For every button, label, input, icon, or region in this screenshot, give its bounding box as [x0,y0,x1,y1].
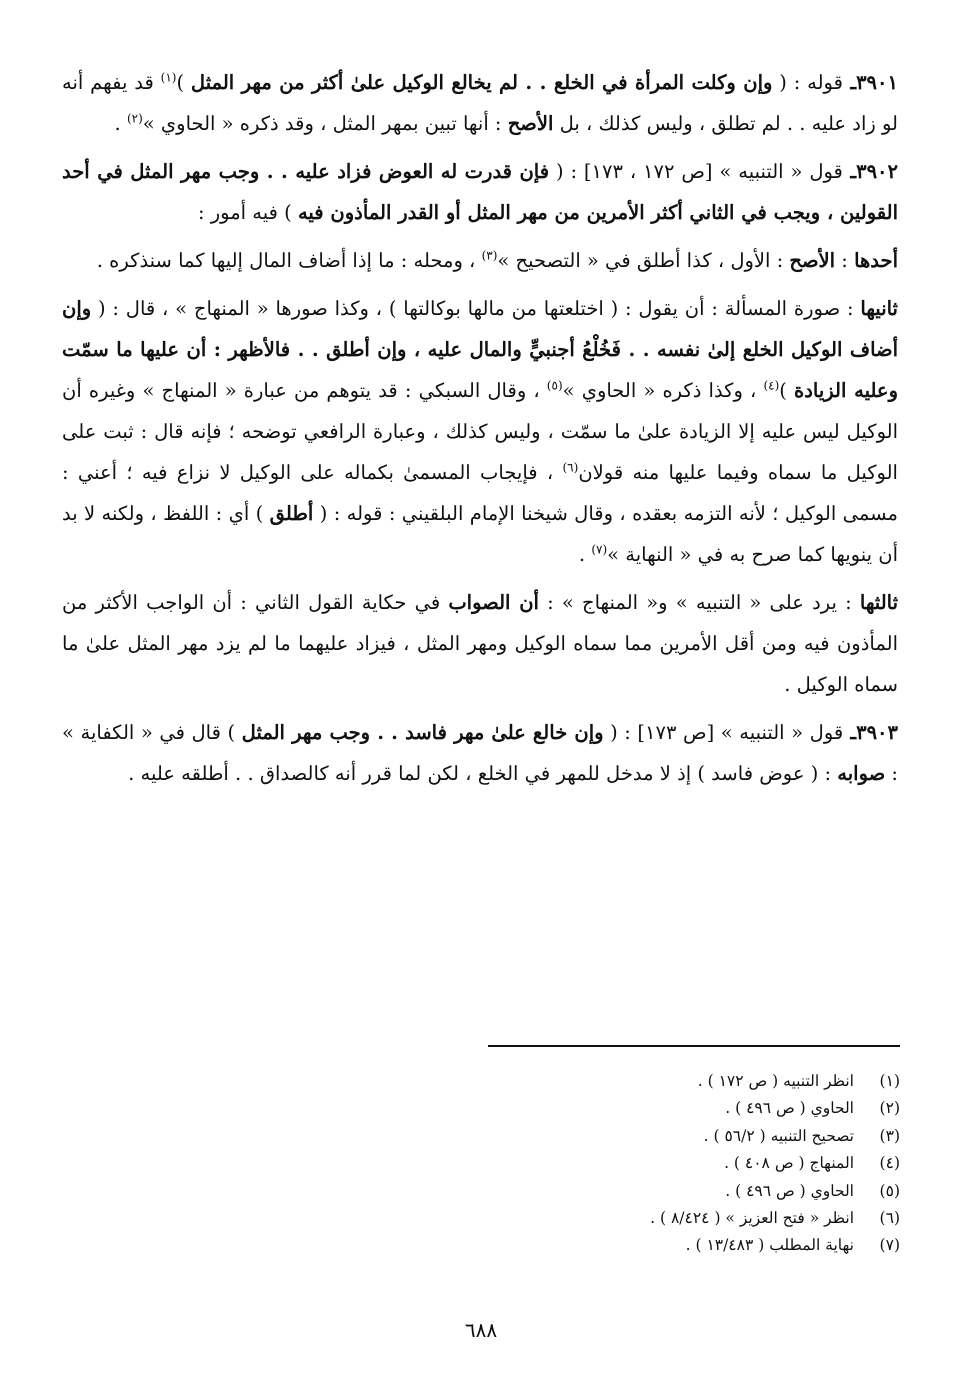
text-run: ، ومحله : ما إذا أضاف المال إليها كما سنذكره . [96,249,482,272]
text-run: : الأول ، كذا أطلق في « التصحيح » [497,249,790,272]
bold-text: وإن أضاف الوكيل الخلع إلىٰ نفسه . . فَخُلْعُ أجنبيٍّ والمال عليه ، وإن أطلق . . فالأظهر : أن عليها ما سمّت وعليه الزيادة [62,297,898,402]
footnote-item [470,1205,900,1232]
footnote-text: نهاية المطلب ( ١٣/٤٨٣ ) . [685,1236,854,1255]
footnote-number: (٤) [879,1154,900,1173]
paragraph [62,712,898,794]
footnote-divider [488,1045,900,1047]
footnote-text: تصحيح التنبيه ( ٥٦/٢ ) . [703,1126,854,1145]
text-run: ) [176,71,191,94]
footnote-number: (٥) [879,1181,900,1200]
footnote-number: (٣) [879,1126,900,1145]
paragraph [62,240,898,281]
footnote-ref: (٥) [546,378,563,393]
bold-text: ثالثها [859,591,898,614]
text-run: ، فإيجاب المسمىٰ بكماله على الوكيل لا نزاع فيه ؛ أعني : مسمى الوكيل ؛ لأنه التزمه بعقده ، وقال شيخنا الإمام البلقيني : قوله : ( [62,461,898,525]
paragraph [62,62,898,144]
main-text [62,62,898,801]
bold-text: وإن خالع علىٰ مهر فاسد . . وجب مهر المثل [241,721,604,744]
footnote-number: (٧) [879,1236,900,1255]
footnote-ref: (١) [160,70,177,85]
footnotes [470,1068,900,1260]
bold-text: الأصح [789,249,836,272]
footnote-text: انظر « فتح العزيز » ( ٨/٤٢٤ ) . [650,1208,854,1227]
footnote-text: الحاوي ( ص ٤٩٦ ) . [725,1099,854,1118]
text-run: : ( عوض فاسد ) إذ لا مدخل للمهر في الخلع ، لكن لما قرر أنه كالصداق . . أطلقه عليه . [128,762,838,785]
text-run: : صورة المسألة : أن يقول : ( اختلعتها من مالها بوكالتها ) ، وكذا صورها « المنهاج » ، قال : ( [91,297,861,320]
text-run: ، وقال السبكي : قد يتوهم من عبارة « المنهاج » وغيره أن الوكيل ليس عليه إلا الزيادة علىٰ ما سمّت ، وليس كذلك ، وعبارة الرافعي توضحه ؛ فإنه قال : ثبت على الوكيل ما سماه وفيما عليها منه قولان [62,379,898,484]
bold-text: صوابه [837,762,886,785]
footnote-item [470,1123,900,1150]
text-run: ) قال في « الكفاية » : [62,721,898,785]
bold-text: ٣٩٠١ـ [842,71,898,94]
footnote-item [470,1232,900,1259]
footnote-item [470,1150,900,1177]
text-run: ، وكذا ذكره « الحاوي » [562,379,764,402]
footnote-text: المنهاج ( ص ٤٠٨ ) . [724,1154,854,1173]
bold-text: أحدها [854,249,898,272]
bold-text: أن الصواب [448,591,539,614]
footnote-item [470,1095,900,1122]
page-number: ٦٨٨ [464,1318,498,1342]
text-run: قول « التنبيه » [ص ١٧٢ ، ١٧٣] : ( [549,160,843,183]
text-run: في حكاية القول الثاني : أن الواجب الأكثر من المأذون فيه ومن أقل الأمرين مما سماه الوكيل ومهر المثل ، فيزاد عليهما ما لم يزد مهر المثل علىٰ ما سماه الوكيل . [62,591,898,696]
footnote-item [470,1068,900,1095]
footnote-number: (٢) [879,1099,900,1118]
footnote-ref: (٦) [562,460,579,475]
text-run: ) أي : اللفظ ، ولكنه لا بد أن ينويها كما صرح به في « النهاية » [62,502,898,566]
text-run: ) فيه أمور : [197,201,298,224]
footnote-text: الحاوي ( ص ٤٩٦ ) . [725,1181,854,1200]
footnote-ref: (٧) [591,542,608,557]
footnote-number: (٦) [879,1208,900,1227]
text-run: : [835,249,855,272]
footnote-number: (١) [879,1072,900,1090]
text-run: . [578,543,592,566]
bold-text: فإن قدرت له العوض فزاد عليه . . وجب مهر المثل في أحد القولين ، ويجب في الثاني أكثر الأمرين من مهر المثل أو القدر المأذون فيه [62,160,898,224]
bold-text: ٣٩٠٣ـ [843,721,898,744]
bold-text: ٣٩٠٢ـ [842,160,898,183]
text-run: : يرد على « التنبيه » و« المنهاج » : [538,591,860,614]
text-run: قد يفهم أنه لو زاد عليه . . لم تطلق ، وليس كذلك ، بل [62,71,898,135]
paragraph [62,288,898,575]
text-run: قول « التنبيه » [ص ١٧٣] : ( [603,721,844,744]
text-run: ) [779,379,795,402]
footnote-ref: (٤) [763,378,780,393]
text-run: . [114,112,127,135]
bold-text: أطلق [269,502,314,525]
footnote-ref: (٣) [481,248,498,263]
footnote-item [470,1178,900,1205]
footnote-ref: (٢) [126,111,143,126]
bold-text: الأصح [507,112,554,135]
paragraph [62,151,898,233]
text-run: قوله : ( [772,71,843,94]
paragraph [62,582,898,705]
bold-text: وإن وكلت المرأة في الخلع . . لم يخالع الوكيل علىٰ أكثر من مهر المثل [190,71,773,94]
footnote-text: انظر التنبيه ( ص ١٧٢ ) . [697,1072,854,1090]
bold-text: ثانيها [860,297,898,320]
text-run: : أنها تبين بمهر المثل ، وقد ذكره « الحاوي » [142,112,508,135]
